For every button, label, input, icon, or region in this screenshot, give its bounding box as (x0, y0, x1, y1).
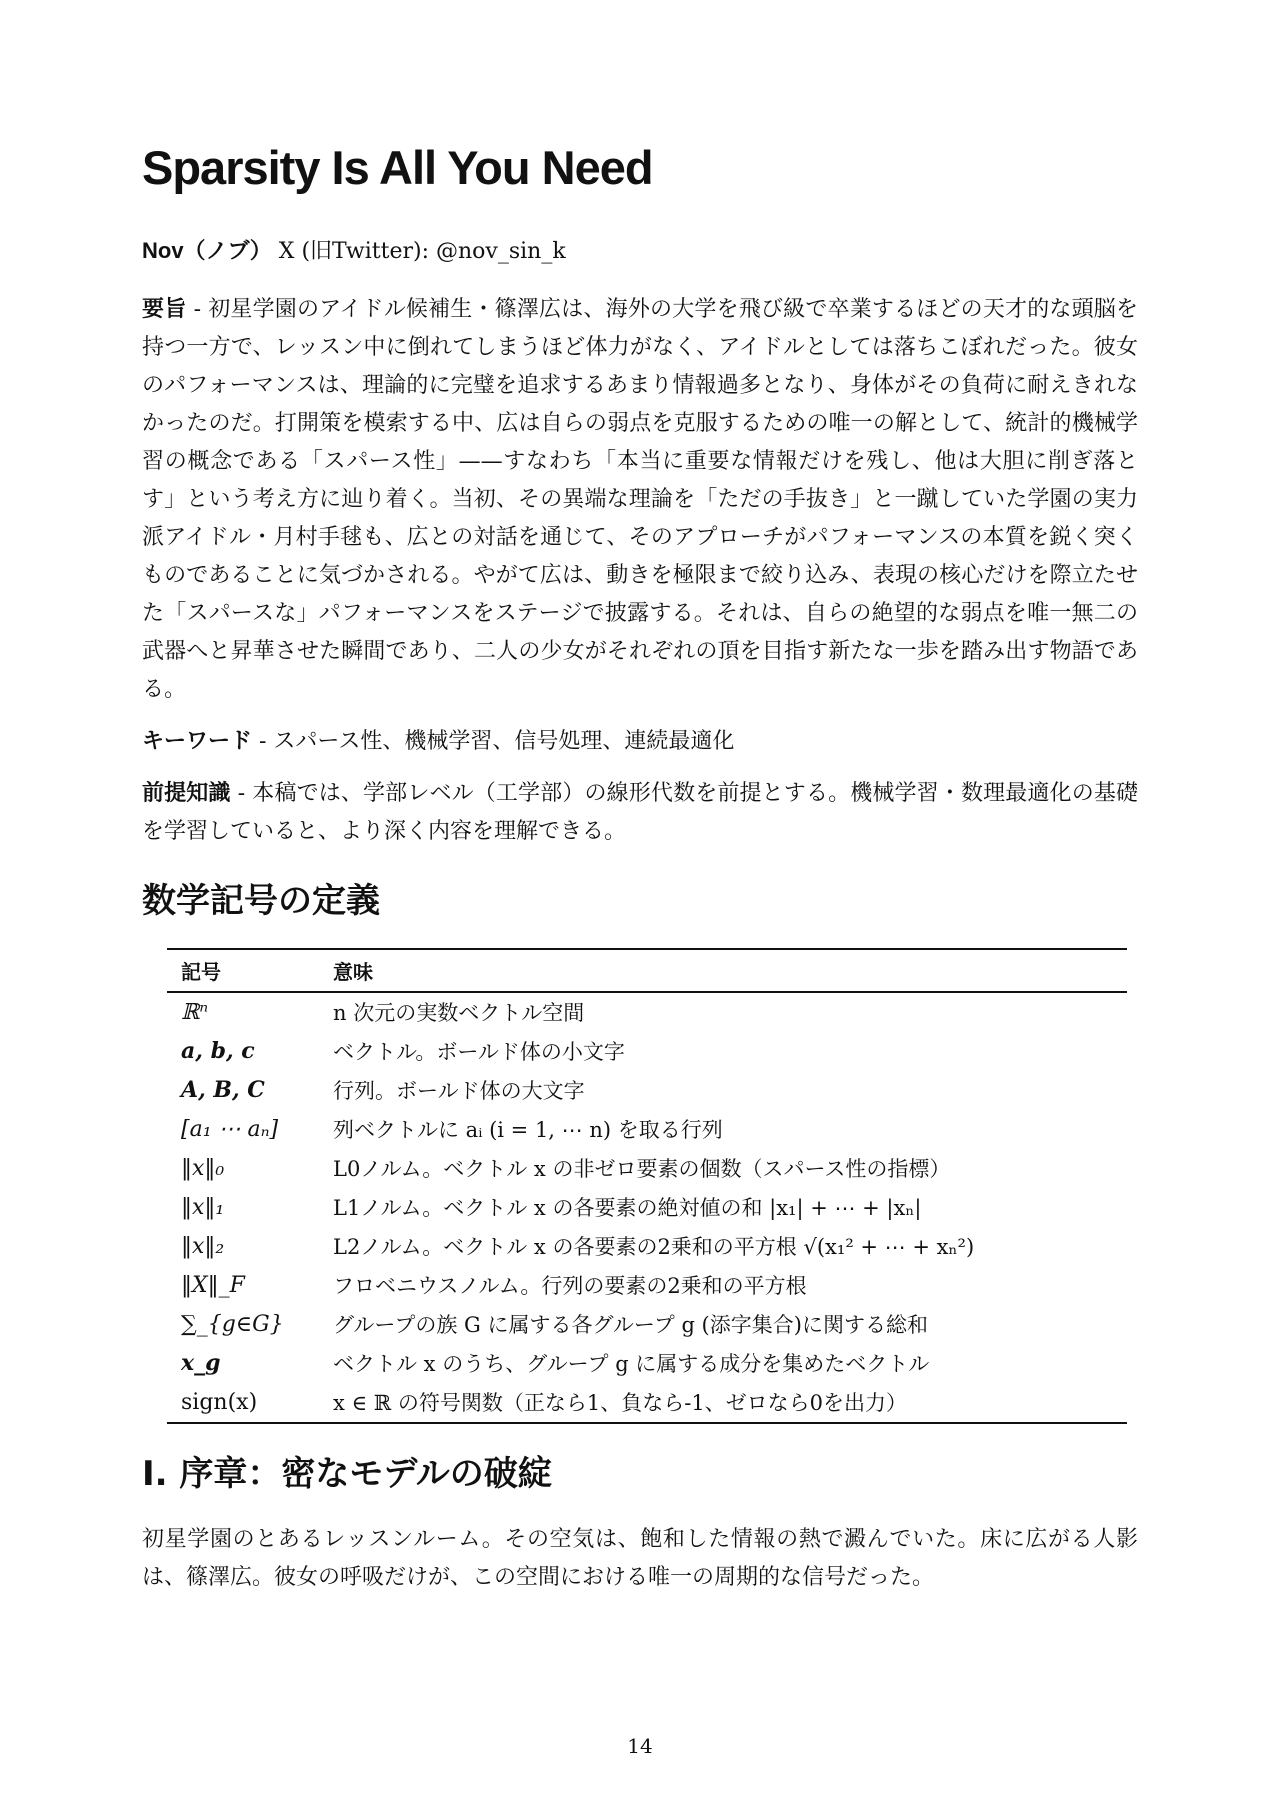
meaning-cell: n 次元の実数ベクトル空間 (333, 1001, 585, 1026)
meaning-cell: ベクトル x のうち、グループ g に属する成分を集めたベクトル (333, 1352, 930, 1377)
symbol-cell: ∑_{g∈G} (181, 1311, 284, 1337)
table-row (167, 1110, 1127, 1149)
symbol-cell: a, b, c (181, 1038, 255, 1065)
abstract-paragraph (142, 291, 1138, 709)
table-row (167, 1071, 1127, 1110)
meaning-cell: フロベニウスノルム。行列の要素の2乗和の平方根 (333, 1274, 807, 1299)
prerequisites-text: - 本稿では、学部レベル（工学部）の線形代数を前提とする。機械学習・数理最適化の基礎を学習していると、より深く内容を理解できる。 (142, 781, 1138, 845)
abstract-text: - 初星学園のアイドル候補生・篠澤広は、海外の大学を飛び級で卒業するほどの天才的な頭脳を持つ一方で、レッスン中に倒れてしまうほど体力がなく、アイドルとしては落ちこぼれだった。彼女のパフォーマンスは、理論的に完璧を追求するあまり情報過多となり、身体がその負荷に耐えきれなかったのだ。打開策を模索する中、広は自らの弱点を克服するための唯一の解として、統計的機械学習の概念である「スパース性」——すなわち「本当に重要な情報だけを残し、他は大胆に削ぎ落とす」という考え方に辿り着く。当初、その異端な理論を「ただの手抜き」と一蹴していた学園の実力派アイドル・月村手毬も、広との対話を通じて、そのアプローチがパフォーマンスの本質を鋭く突くものであることに気づかされる。やがて広は、動きを極限まで絞り込み、表現の核心だけを際立たせた「スパースな」パフォーマンスをステージで披露する。それは、自らの絶望的な弱点を唯一無二の武器へと昇華させた瞬間であり、二人の少女がそれぞれの頂を目指す新たな一歩を踏み出す物語である。 (142, 297, 1138, 703)
symbol-cell: ‖x‖₁ (181, 1194, 225, 1220)
meaning-cell: ベクトル。ボールド体の小文字 (333, 1040, 625, 1065)
symbol-cell: ‖x‖₂ (181, 1233, 225, 1259)
prerequisites-label: 前提知識 (142, 781, 231, 807)
section-heading: I. 序章：密なモデルの破綻 (142, 1454, 552, 1495)
meaning-cell: 行列。ボールド体の大文字 (333, 1079, 585, 1104)
keywords-text: - スパース性、機械学習、信号処理、連続最適化 (252, 729, 735, 755)
author-line (142, 234, 1138, 265)
symbol-cell: ℝⁿ (181, 999, 209, 1025)
symbol-cell: [a₁ ⋯ aₙ] (181, 1116, 279, 1142)
table-row (167, 1227, 1127, 1266)
table-row (167, 1305, 1127, 1344)
symbol-cell: ‖X‖_F (181, 1272, 245, 1298)
notation-table (167, 948, 1127, 1424)
symbol-cell: A, B, C (181, 1077, 265, 1104)
table-row (167, 1032, 1127, 1071)
page-content (142, 140, 1138, 1611)
symbol-cell: sign(x) (167, 1383, 319, 1423)
author-name: Nov（ノブ） (142, 238, 272, 264)
paper-title: Sparsity Is All You Need (142, 141, 653, 194)
table-row (167, 1188, 1127, 1227)
meaning-cell: x ∈ ℝ の符号関数（正なら1、負なら-1、ゼロなら0を出力） (319, 1383, 1127, 1423)
abstract-label: 要旨 (142, 297, 187, 323)
prerequisites-paragraph (142, 775, 1138, 851)
symbol-cell: x_g (181, 1350, 221, 1377)
keywords-label: キーワード (142, 729, 253, 755)
table-row (167, 992, 1127, 1032)
section-paragraph: 初星学園のとあるレッスンルーム。その空気は、飽和した情報の熱で澱んでいた。床に広がる人影は、篠澤広。彼女の呼吸だけが、この空間における唯一の周期的な信号だった。 (142, 1526, 1138, 1590)
author-handle: X (旧Twitter): @nov_sin_k (278, 239, 566, 265)
table-header-row (167, 949, 1127, 992)
page-number: 14 (627, 1734, 653, 1758)
keywords-paragraph (142, 723, 1138, 761)
table-row (167, 1149, 1127, 1188)
header-meaning: 意味 (319, 949, 1127, 992)
meaning-cell: L2ノルム。ベクトル x の各要素の2乗和の平方根 √(x₁² + ⋯ + xₙ²) (333, 1235, 975, 1260)
notation-heading: 数学記号の定義 (142, 881, 380, 922)
meaning-cell: L1ノルム。ベクトル x の各要素の絶対値の和 |x₁| + ⋯ + |xₙ| (333, 1196, 922, 1221)
table-row (167, 1266, 1127, 1305)
table-row (167, 1383, 1127, 1423)
header-symbol: 記号 (167, 949, 319, 992)
meaning-cell: 列ベクトルに aᵢ (i = 1, ⋯ n) を取る行列 (333, 1118, 723, 1143)
symbol-cell: ‖x‖₀ (181, 1155, 225, 1181)
table-row (167, 1344, 1127, 1383)
meaning-cell: L0ノルム。ベクトル x の非ゼロ要素の個数（スパース性の指標） (333, 1157, 951, 1182)
meaning-cell: グループの族 G に属する各グループ g (添字集合)に関する総和 (333, 1313, 928, 1338)
